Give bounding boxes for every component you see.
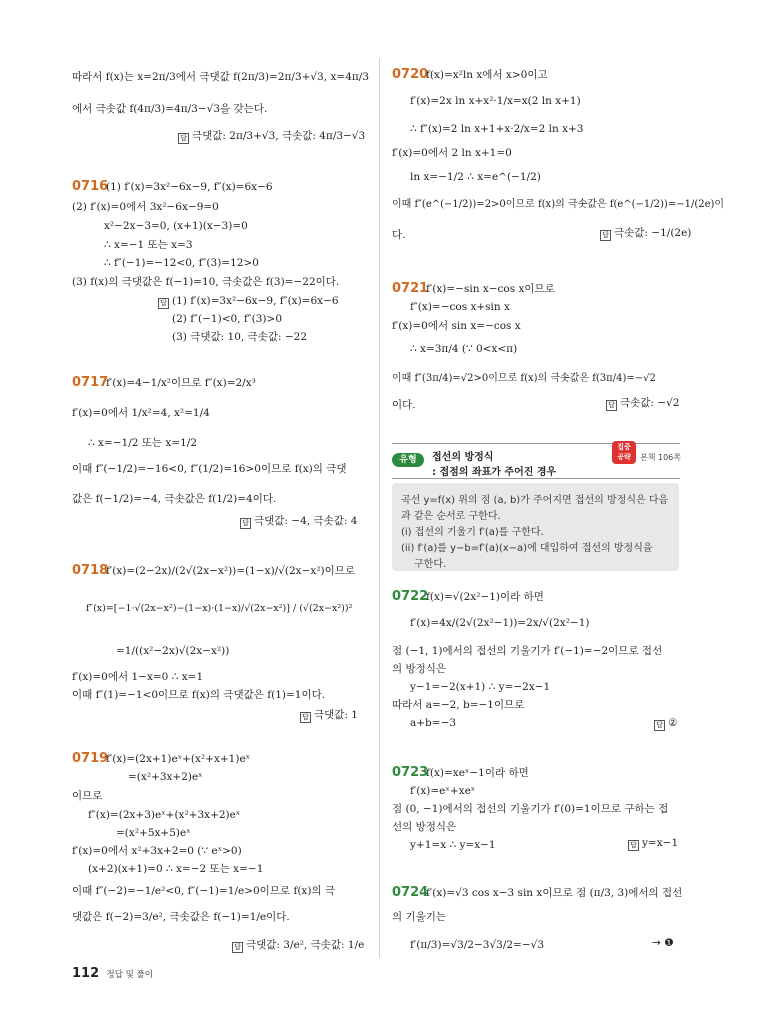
text-line: f′(x)=0에서 1−x=0 ∴ x=1 xyxy=(72,671,204,683)
problem-number: 0719 xyxy=(72,751,109,766)
text-line: 이때 f″(1)=−1<0이므로 f(x)의 극댓값은 f(1)=1이다. xyxy=(72,689,326,701)
problem-number: 0721 xyxy=(392,281,429,296)
text-line: 따라서 a=−2, b=−1이므로 xyxy=(392,699,525,711)
reference-label: 본책 106쪽 xyxy=(640,453,681,462)
answer-line xyxy=(300,710,358,723)
problem-number: 0718 xyxy=(72,563,109,578)
text-line: 의 기울기는 xyxy=(392,911,447,923)
type-badge: 유형 01 xyxy=(392,453,424,467)
text-line: f″(x)=(2x+3)eˣ+(x²+3x+2)eˣ xyxy=(88,809,241,821)
concept-line: (i) 접선의 기울기 f′(a)를 구한다. xyxy=(401,527,544,538)
text-line: f′(x)=√3 cos x−3 sin x이므로 점 (π/3, 3)에서의 접선 xyxy=(426,887,683,899)
text-line: f(x)=√(2x²−1)이라 하면 xyxy=(426,591,544,603)
stamp-line: 집중 xyxy=(617,443,631,451)
text-line: 이때 f″(3π/4)=√2>0이므로 f(x)의 극솟값은 f(3π/4)=−√2 xyxy=(392,373,656,384)
text-line: f′(x)=(2x+1)eˣ+(x²+x+1)eˣ xyxy=(106,753,251,765)
answer-text: 극댓값: 1 xyxy=(314,709,358,721)
stamp-line: 공략 xyxy=(617,453,631,461)
text-line: f′(x)=0에서 2 ln x+1=0 xyxy=(392,147,512,159)
text-line: 이때 f″(−1/2)=−16<0, f″(1/2)=16>0이므로 f(x)의 극댓 xyxy=(72,463,347,475)
text-line: a+b=−3 xyxy=(410,717,457,729)
answer-line xyxy=(600,228,691,241)
text-line: f′(π/3)=√3/2−3√3/2=−√3 xyxy=(410,939,545,951)
focus-stamp xyxy=(612,441,636,464)
page-number: 112 xyxy=(72,966,100,981)
text-line: (x+2)(x+1)=0 ∴ x=−2 또는 x=−1 xyxy=(88,863,264,875)
answer-text: 극댓값: 2π/3+√3, 극솟값: 4π/3−√3 xyxy=(192,130,366,142)
text-line: x²−2x−3=0, (x+1)(x−3)=0 xyxy=(104,220,248,232)
text-line: (2) f′(x)=0에서 3x²−6x−9=0 xyxy=(72,201,219,213)
answer-icon: 답 xyxy=(654,720,665,731)
text-line: (1) f′(x)=3x²−6x−9, f″(x)=6x−6 xyxy=(106,181,273,193)
text-line: ln x=−1/2 ∴ x=e^(−1/2) xyxy=(410,171,541,183)
text-line: f′(x)=0에서 x²+3x+2=0 (∵ eˣ>0) xyxy=(72,845,242,857)
text-line: f′(x)=−sin x−cos x이므로 xyxy=(426,283,555,295)
text-line: f′(x)=2x ln x+x²·1/x=x(2 ln x+1) xyxy=(410,95,581,107)
answer-icon: 답 xyxy=(240,518,251,529)
answer-line xyxy=(606,398,679,411)
answer-icon: 답 xyxy=(300,712,311,723)
problem-number: 0720 xyxy=(392,67,429,82)
text-line: =(x²+3x+2)eˣ xyxy=(128,771,203,783)
text-line: f′(x)=4x/(2√(2x²−1))=2x/√(2x²−1) xyxy=(410,617,590,629)
page-footer xyxy=(72,966,153,981)
text-line: f″(x)=−cos x+sin x xyxy=(410,301,510,313)
answer-icon: 답 xyxy=(158,298,169,309)
text-line: f(x)=xeˣ−1이라 하면 xyxy=(426,767,529,779)
type-subtitle: : 접점의 좌표가 주어진 경우 xyxy=(432,467,557,478)
concept-line: (ii) f′(a)를 y−b=f′(a)(x−a)에 대입하여 접선의 방정식을 xyxy=(401,543,653,554)
text-line: 에서 극솟값 f(4π/3)=4π/3−√3을 갖는다. xyxy=(72,103,268,115)
text-line: 선의 방정식은 xyxy=(392,821,457,833)
text-line: f″(x)=[−1·√(2x−x²)−(1−x)·(1−x)/√(2x−x²)] / (√(2x−x²))² xyxy=(86,603,353,614)
answer-line xyxy=(158,296,339,309)
answer-text: (3) 극댓값: 10, 극솟값: −22 xyxy=(172,331,308,343)
answer-text: 극댓값: 3/e², 극솟값: 1/e xyxy=(246,939,365,951)
text-line: 점 (−1, 1)에서의 접선의 기울기가 f′(−1)=−2이므로 접선 xyxy=(392,645,663,657)
answer-line xyxy=(232,940,364,953)
text-line: 이다. xyxy=(392,399,416,411)
text-line: 이므로 xyxy=(72,790,103,802)
concept-line: 곡선 y=f(x) 위의 점 (a, b)가 주어지면 접선의 방정식은 다음 xyxy=(401,495,669,506)
problem-number: 0723 xyxy=(392,765,429,780)
text-line: ∴ f″(−1)=−12<0, f″(3)=12>0 xyxy=(104,257,259,269)
text-line: 다. xyxy=(392,229,406,241)
text-line: 이때 f″(e^(−1/2))=2>0이므로 f(x)의 극솟값은 f(e^(−1/2))=−1/(2e)이 xyxy=(392,199,725,210)
problem-number: 0722 xyxy=(392,589,429,604)
answer-line xyxy=(654,718,677,731)
answer-text: 극솟값: −1/(2e) xyxy=(614,227,692,239)
text-line: 값은 f(−1/2)=−4, 극솟값은 f(1/2)=4이다. xyxy=(72,493,277,505)
text-line: =(x²+5x+5)eˣ xyxy=(116,827,191,839)
text-line: ∴ x=−1/2 또는 x=1/2 xyxy=(88,437,198,449)
footer-label: 정답 및 풀이 xyxy=(106,970,153,980)
concept-line: 구한다. xyxy=(414,559,447,570)
answer-text: 극댓값: −4, 극솟값: 4 xyxy=(254,515,358,527)
text-line: 따라서 f(x)는 x=2π/3에서 극댓값 f(2π/3)=2π/3+√3, x=4π/3 xyxy=(72,71,369,83)
text-line: ∴ x=−1 또는 x=3 xyxy=(104,239,193,251)
answer-text: ② xyxy=(668,717,678,729)
problem-number: 0716 xyxy=(72,179,109,194)
text-line: ∴ x=3π/4 (∵ 0<x<π) xyxy=(410,343,518,355)
type-title: 접선의 방정식 xyxy=(432,452,494,463)
answer-text: (1) f′(x)=3x²−6x−9, f″(x)=6x−6 xyxy=(172,295,339,307)
problem-number: 0724 xyxy=(392,885,429,900)
answer-text: y=x−1 xyxy=(642,837,679,849)
answer-text: (2) f″(−1)<0, f″(3)>0 xyxy=(172,313,283,325)
text-line: f′(x)=4−1/x²이므로 f″(x)=2/x³ xyxy=(106,377,256,389)
text-line: 이때 f″(−2)=−1/e²<0, f″(−1)=1/e>0이므로 f(x)의 극 xyxy=(72,885,336,897)
answer-line xyxy=(240,516,357,529)
text-line: f′(x)=(2−2x)/(2√(2x−x²))=(1−x)/√(2x−x²)이므로 xyxy=(106,565,356,577)
text-line: f′(x)=0에서 1/x²=4, x²=1/4 xyxy=(72,407,210,419)
text-line: y+1=x ∴ y=x−1 xyxy=(410,839,496,851)
text-line: ∴ f″(x)=2 ln x+1+x·2/x=2 ln x+3 xyxy=(410,123,584,135)
concept-line: 과 같은 순서로 구한다. xyxy=(401,511,501,522)
text-line: f′(x)=eˣ+xeˣ xyxy=(410,785,476,797)
answer-icon: 답 xyxy=(606,400,617,411)
text-line: f(x)=x²ln x에서 x>0이고 xyxy=(426,69,548,81)
problem-number: 0717 xyxy=(72,375,109,390)
answer-icon: 답 xyxy=(232,942,243,953)
answer-icon: 답 xyxy=(628,840,639,851)
text-line: y−1=−2(x+1) ∴ y=−2x−1 xyxy=(410,681,551,693)
answer-line xyxy=(628,838,678,851)
answer-text: 극솟값: −√2 xyxy=(620,397,680,409)
text-line: (3) f(x)의 극댓값은 f(−1)=10, 극솟값은 f(3)=−22이다. xyxy=(72,276,340,288)
next-step-arrow: → ❶ xyxy=(652,937,674,949)
answer-line xyxy=(178,131,365,144)
text-line: 점 (0, −1)에서의 접선의 기울기가 f′(0)=1이므로 구하는 접 xyxy=(392,803,669,815)
column-divider xyxy=(379,58,380,958)
answer-icon: 답 xyxy=(600,230,611,241)
text-line: f′(x)=0에서 sin x=−cos x xyxy=(392,320,521,332)
text-line: =1/((x²−2x)√(2x−x²)) xyxy=(116,645,230,657)
text-line: 댓값은 f(−2)=3/e², 극솟값은 f(−1)=1/e이다. xyxy=(72,911,290,923)
text-line: 의 방정식은 xyxy=(392,663,447,675)
answer-icon: 답 xyxy=(178,133,189,144)
